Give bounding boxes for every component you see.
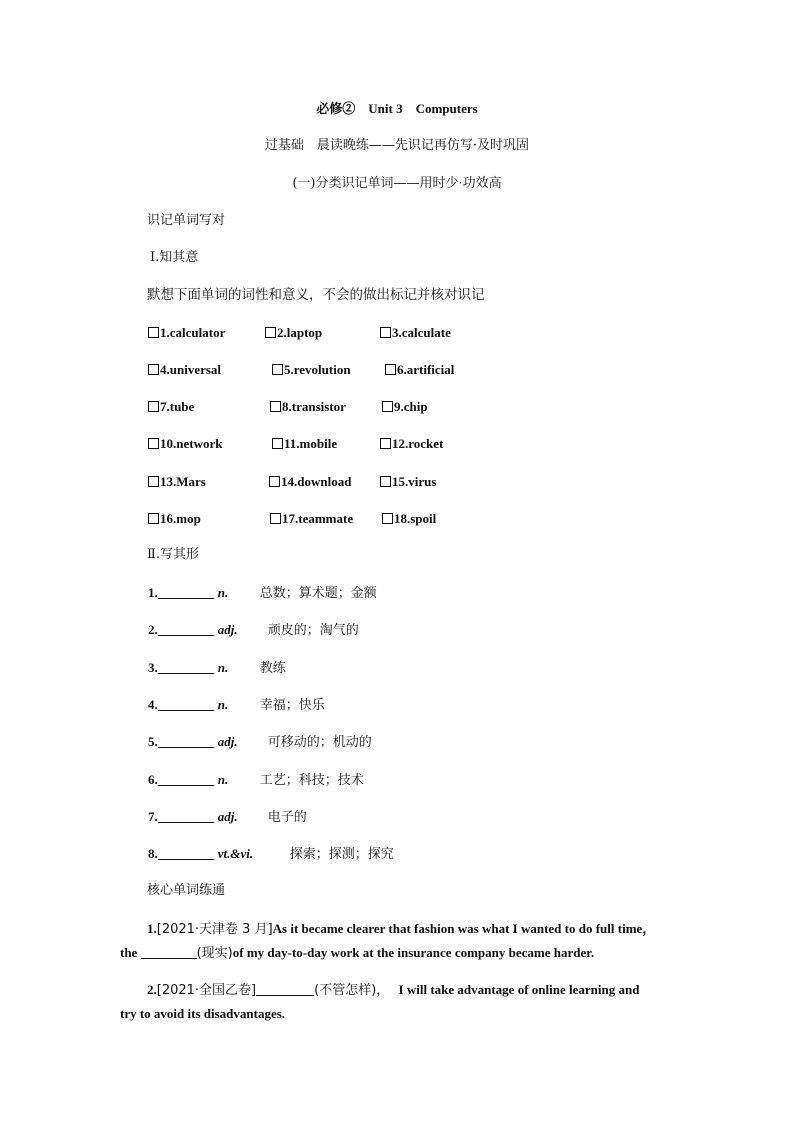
question-1-line-2: [120, 945, 594, 962]
vocab-word: 4.universal: [160, 362, 222, 377]
vocab-word: 2.laptop: [277, 325, 323, 340]
part1-instruction: 默想下面单词的词性和意义，不会的做出标记并核对识记: [147, 287, 485, 303]
vocab-word: 18.spoil: [394, 511, 437, 526]
item-number: 4.: [148, 697, 158, 712]
checkbox[interactable]: [272, 364, 283, 375]
vocab-word-item: [380, 474, 436, 490]
vocab-word-item: [380, 325, 451, 341]
part1-title: Ⅰ.知其意: [150, 250, 199, 265]
answer-blank[interactable]: [158, 847, 214, 860]
vocab-word: 15.virus: [392, 474, 437, 489]
answer-blank[interactable]: [158, 623, 214, 636]
vocab-word: 10.network: [160, 436, 223, 451]
vocab-word-item: [270, 511, 353, 527]
chinese-meaning: 可移动的；机动的: [267, 735, 372, 750]
subsection-heading: (一)分类识记单词——用时少·功效高: [292, 176, 502, 191]
checkbox[interactable]: [148, 401, 159, 412]
fill-item: [148, 846, 394, 863]
checkbox[interactable]: [148, 327, 159, 338]
item-number: 1.: [148, 585, 158, 600]
vocab-word: 14.download: [281, 474, 352, 489]
part-of-speech: adj.: [217, 734, 238, 749]
vocab-word: 12.rocket: [392, 436, 444, 451]
vocab-word-item: [382, 399, 428, 415]
checkbox[interactable]: [148, 364, 159, 375]
checkbox[interactable]: [385, 364, 396, 375]
checkbox[interactable]: [270, 513, 281, 524]
part-of-speech: adj.: [217, 622, 238, 637]
chinese-meaning: 工艺；科技；技术: [259, 773, 364, 788]
chinese-meaning: 探索；探测；探究: [289, 847, 394, 862]
chinese-meaning: 电子的: [267, 810, 307, 825]
vocab-word-item: [270, 399, 346, 415]
fill-item: [148, 585, 377, 602]
item-number: 2.: [148, 622, 158, 637]
vocab-word: 7.tube: [160, 399, 195, 414]
vocab-heading: 识记单词写对: [147, 213, 226, 228]
part-of-speech: adj.: [217, 809, 238, 824]
answer-blank[interactable]: [158, 810, 214, 823]
item-number: 3.: [148, 660, 158, 675]
vocab-word-item: [148, 436, 222, 452]
question-2-line-1: [147, 982, 639, 999]
vocab-word: 3.calculate: [392, 325, 451, 340]
answer-blank[interactable]: [158, 661, 214, 674]
chinese-meaning: 顽皮的；淘气的: [267, 623, 359, 638]
fill-item: [148, 734, 372, 751]
question-text: the: [120, 945, 138, 960]
answer-blank[interactable]: [158, 773, 214, 786]
question-text: I will take advantage of online learning and: [398, 982, 640, 997]
vocab-word-item: [385, 362, 454, 378]
vocab-word-item: [148, 474, 206, 490]
fill-item: [148, 660, 286, 677]
practice-heading: 核心单词练通: [147, 883, 226, 898]
vocab-word: 16.mop: [160, 511, 201, 526]
question-text: of my day-to-day work at the insurance company became harder.: [232, 945, 595, 960]
question-source: [2021·天津卷 3 月]: [156, 922, 273, 937]
item-number: 8.: [148, 846, 158, 861]
part-of-speech: n.: [217, 772, 229, 787]
checkbox[interactable]: [380, 327, 391, 338]
item-number: 7.: [148, 809, 158, 824]
chinese-meaning: 总数；算术题；金额: [259, 586, 377, 601]
fill-item: [148, 772, 364, 789]
question-1-line-1: [147, 921, 655, 938]
answer-blank[interactable]: [256, 983, 314, 996]
checkbox[interactable]: [148, 476, 159, 487]
item-number: 6.: [148, 772, 158, 787]
checkbox[interactable]: [148, 513, 159, 524]
checkbox[interactable]: [269, 476, 280, 487]
vocab-word-item: [272, 362, 351, 378]
checkbox[interactable]: [380, 438, 391, 449]
vocab-word-item: [269, 474, 351, 490]
chinese-meaning: 幸福；快乐: [259, 698, 325, 713]
fill-item: [148, 809, 307, 826]
vocab-word: 8.transistor: [282, 399, 346, 414]
question-text: As it became clearer that fashion was what I wanted to do full time，: [272, 921, 656, 936]
vocab-word: 9.chip: [394, 399, 428, 414]
vocab-word: 13.Mars: [160, 474, 206, 489]
hint-text: (不管怎样)，: [314, 983, 390, 998]
vocab-word: 1.calculator: [160, 325, 226, 340]
question-source: [2021·全国乙卷]: [156, 983, 257, 998]
fill-item: [148, 622, 359, 639]
part2-title: Ⅱ.写其形: [147, 547, 199, 562]
section-heading: 过基础 晨读晚练——先识记再仿写·及时巩固: [264, 138, 530, 153]
vocab-word-item: [272, 436, 337, 452]
vocab-word: 17.teammate: [282, 511, 354, 526]
vocab-word-item: [265, 325, 322, 341]
vocab-word-item: [148, 362, 221, 378]
vocab-word: 5.revolution: [284, 362, 351, 377]
checkbox[interactable]: [265, 327, 276, 338]
part-of-speech: n.: [217, 697, 229, 712]
checkbox[interactable]: [272, 438, 283, 449]
question-number: 1.: [147, 921, 157, 936]
part-of-speech: n.: [217, 585, 229, 600]
vocab-word-item: [382, 511, 436, 527]
part-of-speech: vt.&vi.: [217, 846, 254, 861]
vocab-word: 11.mobile: [284, 436, 338, 451]
answer-blank[interactable]: [158, 698, 214, 711]
question-number: 2.: [147, 982, 157, 997]
vocab-word-item: [148, 325, 225, 341]
checkbox[interactable]: [382, 401, 393, 412]
answer-blank[interactable]: [158, 586, 214, 599]
page-title: 必修② Unit 3 Computers: [316, 101, 478, 116]
checkbox[interactable]: [382, 513, 393, 524]
vocab-word: 6.artificial: [397, 362, 455, 377]
hint-text: (现实): [196, 946, 233, 961]
answer-blank[interactable]: [141, 946, 197, 959]
vocab-word-item: [148, 399, 194, 415]
checkbox[interactable]: [270, 401, 281, 412]
checkbox[interactable]: [148, 438, 159, 449]
chinese-meaning: 教练: [259, 661, 286, 676]
checkbox[interactable]: [380, 476, 391, 487]
item-number: 5.: [148, 734, 158, 749]
part-of-speech: n.: [217, 660, 229, 675]
question-2-line-2: try to avoid its disadvantages.: [120, 1006, 286, 1021]
vocab-word-item: [148, 511, 201, 527]
answer-blank[interactable]: [158, 735, 214, 748]
fill-item: [148, 697, 325, 714]
vocab-word-item: [380, 436, 443, 452]
